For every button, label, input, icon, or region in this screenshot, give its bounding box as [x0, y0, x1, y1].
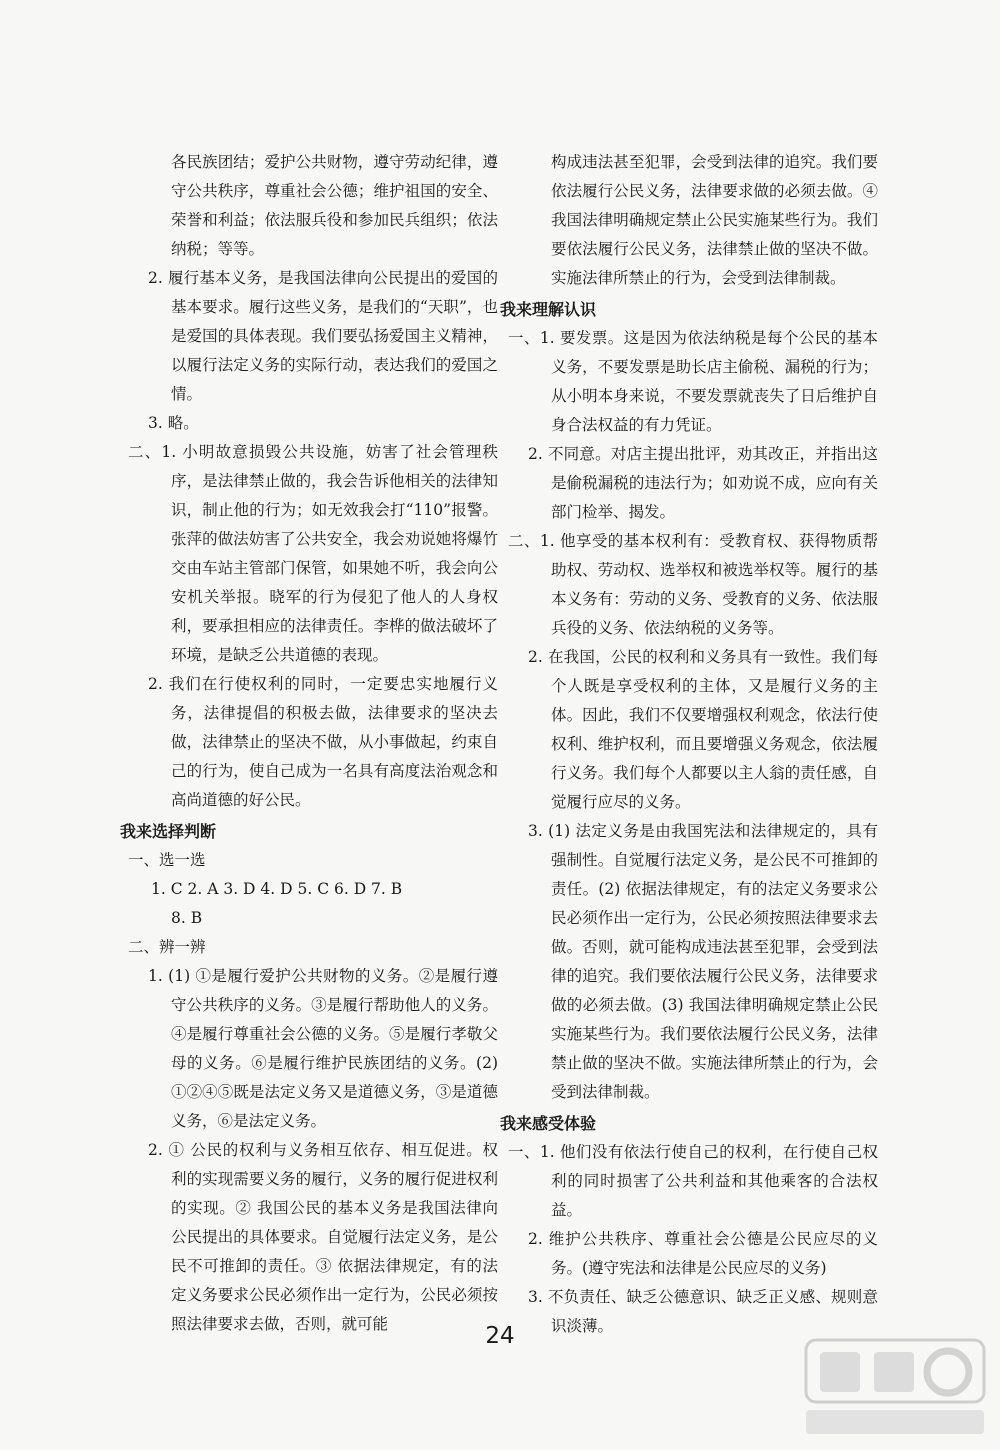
page-number: 24 [485, 1323, 515, 1349]
paragraph: 3. 不负责任、缺乏公德意识、缺乏正义感、规则意识淡薄。 [528, 1288, 878, 1335]
section-heading: 我来感受体验 [500, 1114, 597, 1133]
right-column [500, 148, 878, 1341]
paragraph: 1. (1) ①是履行爱护公共财物的义务。②是履行遵守公共秩序的义务。③是履行帮助他人的义务。④是履行尊重社会公德的义务。⑤是履行孝敬父母的义务。⑥是履行维护民族团结的义务。(2) ①②④⑤既是法定义务又是道德义务，③是道德义务，⑥是法定义务。 [148, 967, 498, 1130]
paragraph: 2. 不同意。对店主提出批评，劝其改正，并指出这是偷税漏税的违法行为；如劝说不成，应向有关部门检举、揭发。 [528, 445, 878, 521]
paragraph: 3. 略。 [148, 414, 199, 432]
paragraph: 2. 履行基本义务，是我国法律向公民提出的爱国的基本要求。履行这些义务，是我们的“天职”，也是爱国的具体表现。我们要弘扬爱国主义精神，以履行法定义务的实际行动，表达我们的爱国之情。 [148, 269, 498, 403]
section-heading: 我来选择判断 [120, 822, 217, 841]
watermark-logo [800, 1330, 990, 1440]
paragraph: 2. ① 公民的权利与义务相互依存、相互促进。权利的实现需要义务的履行，义务的履行促进权利的实现。② 我国公民的基本义务是我国法律向公民提出的具体要求。自觉履行法定义务，是公民不可推卸的责任。③ 依据法律规定，有的法定义务要求公民必须作出一定行为，公民必须按照法律要求去做，否则，就可能 [148, 1141, 498, 1333]
paragraph: 2. 在我国，公民的权利和义务具有一致性。我们每个人既是享受权利的主体，又是履行义务的主体。因此，我们不仅要增强权利观念，依法行使权利、维护权利，而且要增强义务观念，依法履行义务。我们每个人都要以主人翁的责任感，自觉履行应尽的义务。 [528, 648, 878, 811]
answer-line: 1. C 2. A 3. D 4. D 5. C 6. D 7. B [151, 880, 403, 898]
paragraph: 构成违法甚至犯罪，会受到法律的追究。我们要依法履行公民义务，法律要求做的必须去做。④ 我国法律明确规定禁止公民实施某些行为。我们要依法履行公民义务，法律禁止做的坚决不做。实施法律所禁止的行为，会受到法律制裁。 [551, 153, 878, 287]
paragraph: 2. 维护公共秩序、尊重社会公德是公民应尽的义务。(遵守宪法和法律是公民应尽的义务) [528, 1230, 878, 1277]
paragraph: 一、1. 他们没有依法行使自己的权利，在行使自己权利的同时损害了公共利益和其他乘客的合法权益。 [508, 1143, 878, 1219]
paragraph: 二、辨一辨 [128, 938, 206, 956]
paragraph: 一、选一选 [128, 851, 206, 869]
paragraph: 二、1. 他享受的基本权利有：受教育权、获得物质帮助权、劳动权、选举权和被选举权等。履行的基本义务有：劳动的义务、受教育的义务、依法服兵役的义务、依法纳税的义务等。 [508, 532, 878, 637]
paragraph: 2. 我们在行使权利的同时，一定要忠实地履行义务，法律提倡的积极去做，法律要求的坚决去做，法律禁止的坚决不做，从小事做起，约束自己的行为，使自己成为一名具有高度法治观念和高尚道德的好公民。 [148, 675, 498, 809]
section-heading: 我来理解认识 [500, 300, 597, 319]
watermark-logo-icon [800, 1330, 990, 1440]
paragraph: 一、1. 要发票。这是因为依法纳税是每个公民的基本义务，不要发票是助长店主偷税、漏税的行为；从小明本身来说，不要发票就丧失了日后维护自身合法权益的有力凭证。 [508, 329, 878, 434]
answer-line: 8. B [171, 909, 203, 927]
paragraph: 3. (1) 法定义务是由我国宪法和法律规定的，具有强制性。自觉履行法定义务，是公民不可推卸的责任。(2) 依据法律规定，有的法定义务要求公民必须作出一定行为，公民必须按照法律要求去做。否则，就可能构成违法甚至犯罪，会受到法律的追究。我们要依法履行公民义务，法律要求做的必须去做。(3) 我国法律明确规定禁止公民实施某些行为。我们要依法履行公民义务，法律禁止做的坚决不做。实施法律所禁止的行为，会受到法律制裁。 [528, 822, 878, 1101]
left-column [120, 148, 498, 1339]
paragraph: 各民族团结；爱护公共财物，遵守劳动纪律，遵守公共秩序，尊重社会公德；维护祖国的安全、荣誉和利益；依法服兵役和参加民兵组织；依法纳税；等等。 [171, 153, 498, 258]
paragraph: 二、1. 小明故意损毁公共设施，妨害了社会管理秩序，是法律禁止做的，我会告诉他相关的法律知识，制止他的行为；如无效我会打“110”报警。张萍的做法妨害了公共安全，我会劝说她将爆竹交由车站主管部门保管，如果她不听，我会向公安机关举报。晓军的行为侵犯了他人的人身权利，要承担相应的法律责任。李桦的做法破坏了环境，是缺乏公共道德的表现。 [128, 443, 498, 664]
